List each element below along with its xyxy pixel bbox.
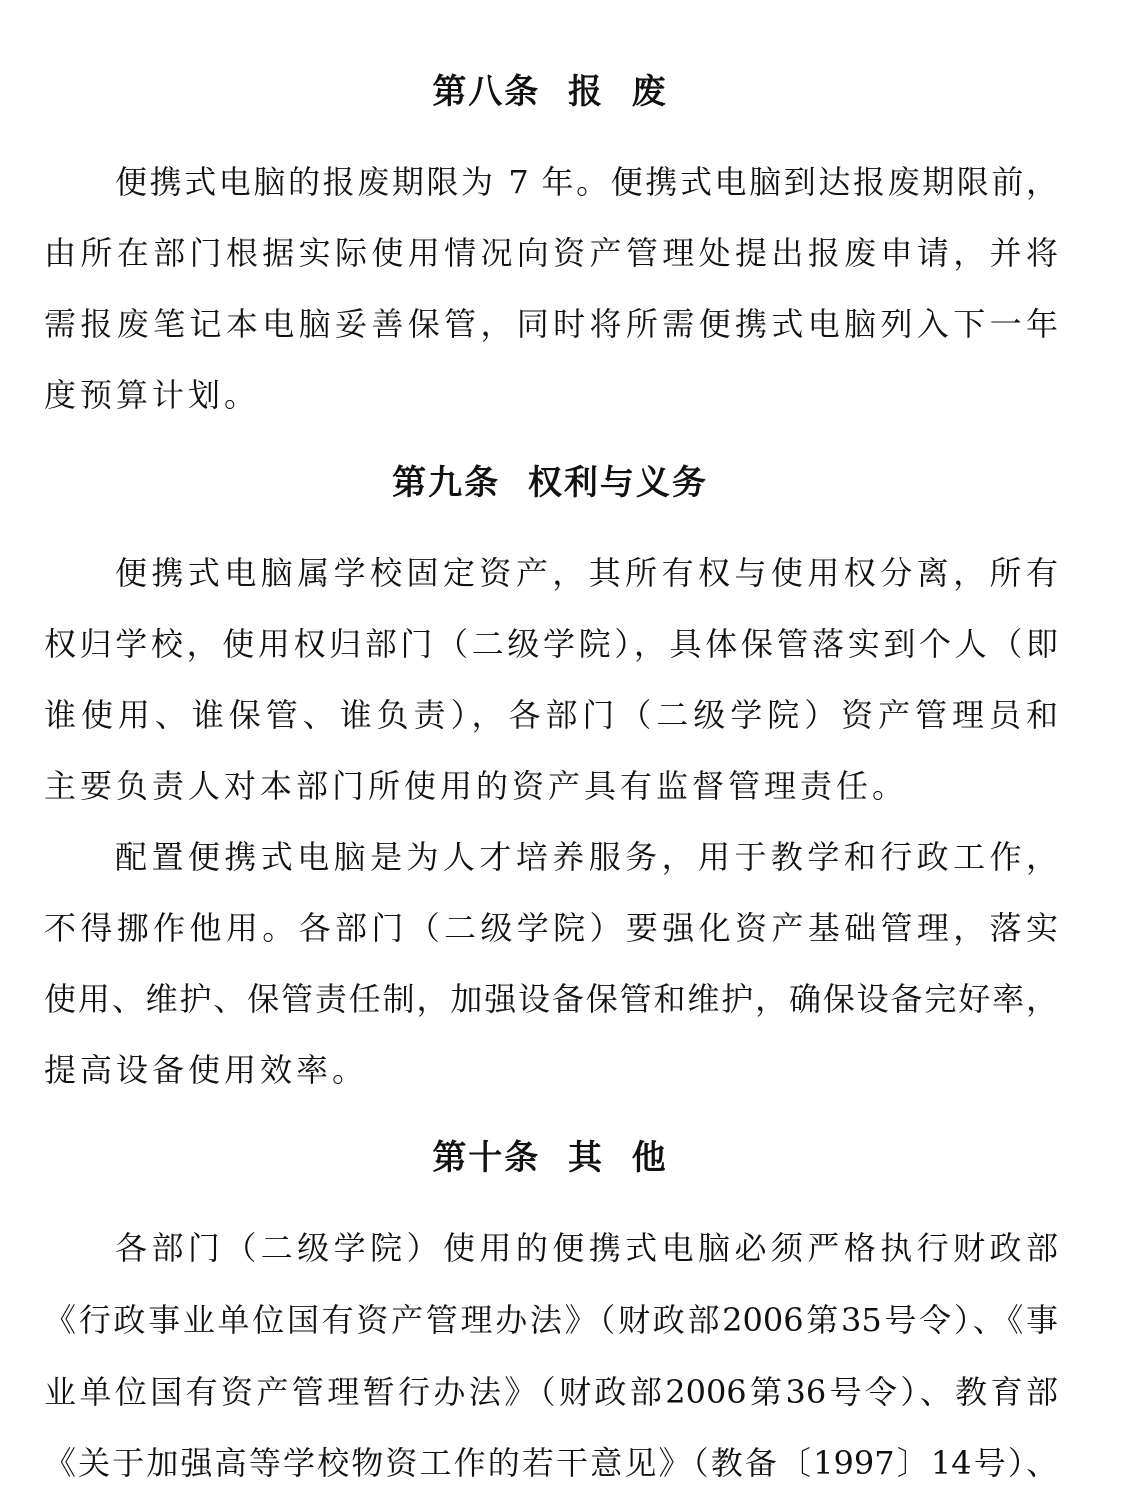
paragraph-line: 度预算计划。: [44, 376, 261, 414]
paragraph-line: 便携式电脑的报废期限为 7 年。便携式电脑到达报废期限前，: [115, 163, 1058, 201]
paragraph-line: 提高设备使用效率。: [44, 1051, 369, 1089]
section-heading-8: 第八条 报 废: [432, 72, 668, 112]
paragraph-line: 不得挪作他用。各部门（二级学院）要强化资产基础管理，落实: [44, 909, 1058, 947]
paragraph-line: 主要负责人对本部门所使用的资产具有监督管理责任。: [44, 767, 909, 805]
paragraph-line: 由所在部门根据实际使用情况向资产管理处提出报废申请，并将: [44, 234, 1058, 272]
section-heading-9: 第九条 权利与义务: [392, 463, 708, 503]
paragraph-line: 《行政事业单位国有资产管理办法》（财政部2006第35号令）、《事: [44, 1301, 1058, 1339]
paragraph-line: 配置便携式电脑是为人才培养服务，用于教学和行政工作，: [115, 838, 1058, 876]
paragraph-line: 便携式电脑属学校固定资产，其所有权与使用权分离，所有: [115, 554, 1058, 592]
paragraph-line: 业单位国有资产管理暂行办法》（财政部2006第36号令）、教育部: [44, 1373, 1058, 1411]
paragraph-line: 使用、维护、保管责任制，加强设备保管和维护，确保设备完好率，: [44, 980, 1058, 1018]
paragraph-line: 需报废笔记本电脑妥善保管，同时将所需便携式电脑列入下一年: [44, 305, 1058, 343]
paragraph-line: 各部门（二级学院）使用的便携式电脑必须严格执行财政部: [115, 1229, 1058, 1267]
paragraph-line: 权归学校，使用权归部门（二级学院），具体保管落实到个人（即: [44, 625, 1058, 663]
paragraph-line: 谁使用、谁保管、谁负责），各部门（二级学院）资产管理员和: [44, 696, 1058, 734]
paragraph-line: 《关于加强高等学校物资工作的若干意见》（教备〔1997〕14号）、: [44, 1444, 1058, 1482]
section-heading-10: 第十条 其 他: [432, 1138, 668, 1178]
